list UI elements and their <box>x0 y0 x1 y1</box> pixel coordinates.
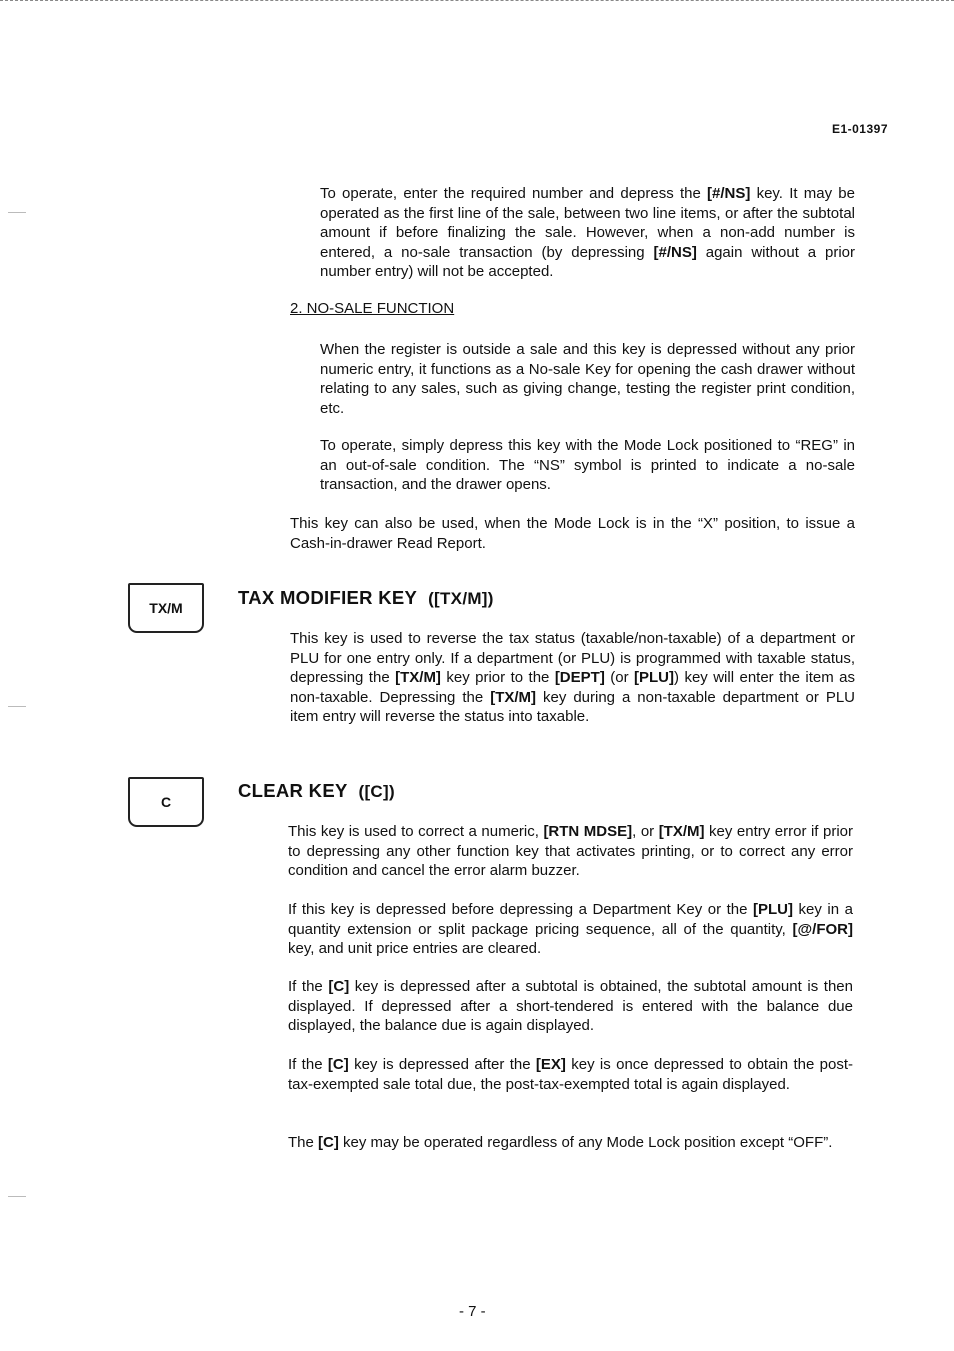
tx-m-key-illustration <box>128 583 204 633</box>
clear-key-paragraph-5: The [C] key may be operated regardless of any Mode Lock position except “OFF”. <box>288 1134 833 1151</box>
document-id: E1-01397 <box>831 122 888 136</box>
tax-modifier-paragraph: This key is used to reverse the tax status (taxable/non-taxable) of a department or PLU for one entry only. If a department (or PLU) is programmed with taxable status, depressing the [TX/M] key prior to the [DEPT] (or [PLU]) key will enter the item as non-taxable. Depressing the [TX/M] key during a non-taxable department or PLU item entry will reverse the status into taxable. <box>290 630 855 725</box>
no-sale-heading: 2. NO-SALE FUNCTION <box>290 300 455 317</box>
no-sale-paragraph-1: When the register is outside a sale and this key is depressed without any prior numeric entry, it functions as a No-sale Key for opening the cash drawer without relating to any sales, such as giving change, testing the register print condition, etc. <box>320 341 855 417</box>
tax-modifier-title: TAX MODIFIER KEY ([TX/M]) <box>238 587 494 608</box>
key-ref: [@/FOR] <box>792 920 853 938</box>
c-key-illustration <box>128 777 204 827</box>
clear-key-paragraph-3: If the [C] key is depressed after a subtotal is obtained, the subtotal amount is then displayed. If depressed after a short-tendered is entered with the balance due displayed, the balance due is again displayed. <box>288 978 853 1034</box>
page-number: - 7 - <box>459 1303 486 1320</box>
key-ref: [PLU] <box>753 901 794 918</box>
clear-key-paragraph-2: If this key is depressed before depressing a Department Key or the [PLU] key in a quantity extension or split package pricing sequence, all of the quantity, [@/FOR] key, and unit price entries are cleared. <box>288 901 853 957</box>
key-ref: [EX] <box>535 1056 566 1073</box>
key-ref: [TX/M] <box>490 688 537 706</box>
key-ref: [TX/M] <box>395 669 441 686</box>
key-ref: [TX/M] <box>658 823 705 840</box>
key-ref: [#/NS] <box>707 185 751 202</box>
key-label: TX/M <box>149 600 183 616</box>
key-ref: [PLU] <box>634 669 675 686</box>
intro-paragraph: To operate, enter the required number and depress the [#/NS] key. It may be operated as the first line of the sale, between two line items, or after the subtotal amount if before finalizing the sale. However, when a non-add number is entered, a no-sale transaction (by depressing [#/NS] again without a prior number entry) will not be accepted. <box>320 185 855 280</box>
scan-artifact <box>8 212 26 213</box>
key-ref: [C] <box>318 1134 339 1151</box>
key-ref: [DEPT] <box>554 669 605 686</box>
clear-key-paragraph-4: If the [C] key is depressed after the [EX] key is once depressed to obtain the post-tax-exempted sale total due, the post-tax-exempted total is again displayed. <box>288 1056 853 1093</box>
scan-artifact <box>8 1196 26 1197</box>
key-ref: [#/NS] <box>653 243 697 261</box>
key-ref: [RTN MDSE] <box>543 823 633 840</box>
key-ref: [C] <box>328 978 350 995</box>
scan-artifact <box>8 706 26 707</box>
key-ref: [C] <box>327 1056 349 1073</box>
clear-key-paragraph-1: This key is used to correct a numeric, [RTN MDSE], or [TX/M] key entry error if prior to depressing any other function key that activates printing, or to correct any error condition and cancel the error alarm buzzer. <box>288 823 853 879</box>
scan-border <box>0 0 954 3</box>
clear-key-title: CLEAR KEY ([C]) <box>238 780 395 801</box>
no-sale-paragraph-2: To operate, simply depress this key with the Mode Lock positioned to “REG” in an out-of-sale condition. The “NS” symbol is printed to indicate a no-sale transaction, and the drawer opens. <box>320 437 855 493</box>
key-label: C <box>160 794 172 810</box>
no-sale-paragraph-3: This key can also be used, when the Mode Lock is in the “X” position, to issue a Cash-in-drawer Read Report. <box>290 515 855 552</box>
